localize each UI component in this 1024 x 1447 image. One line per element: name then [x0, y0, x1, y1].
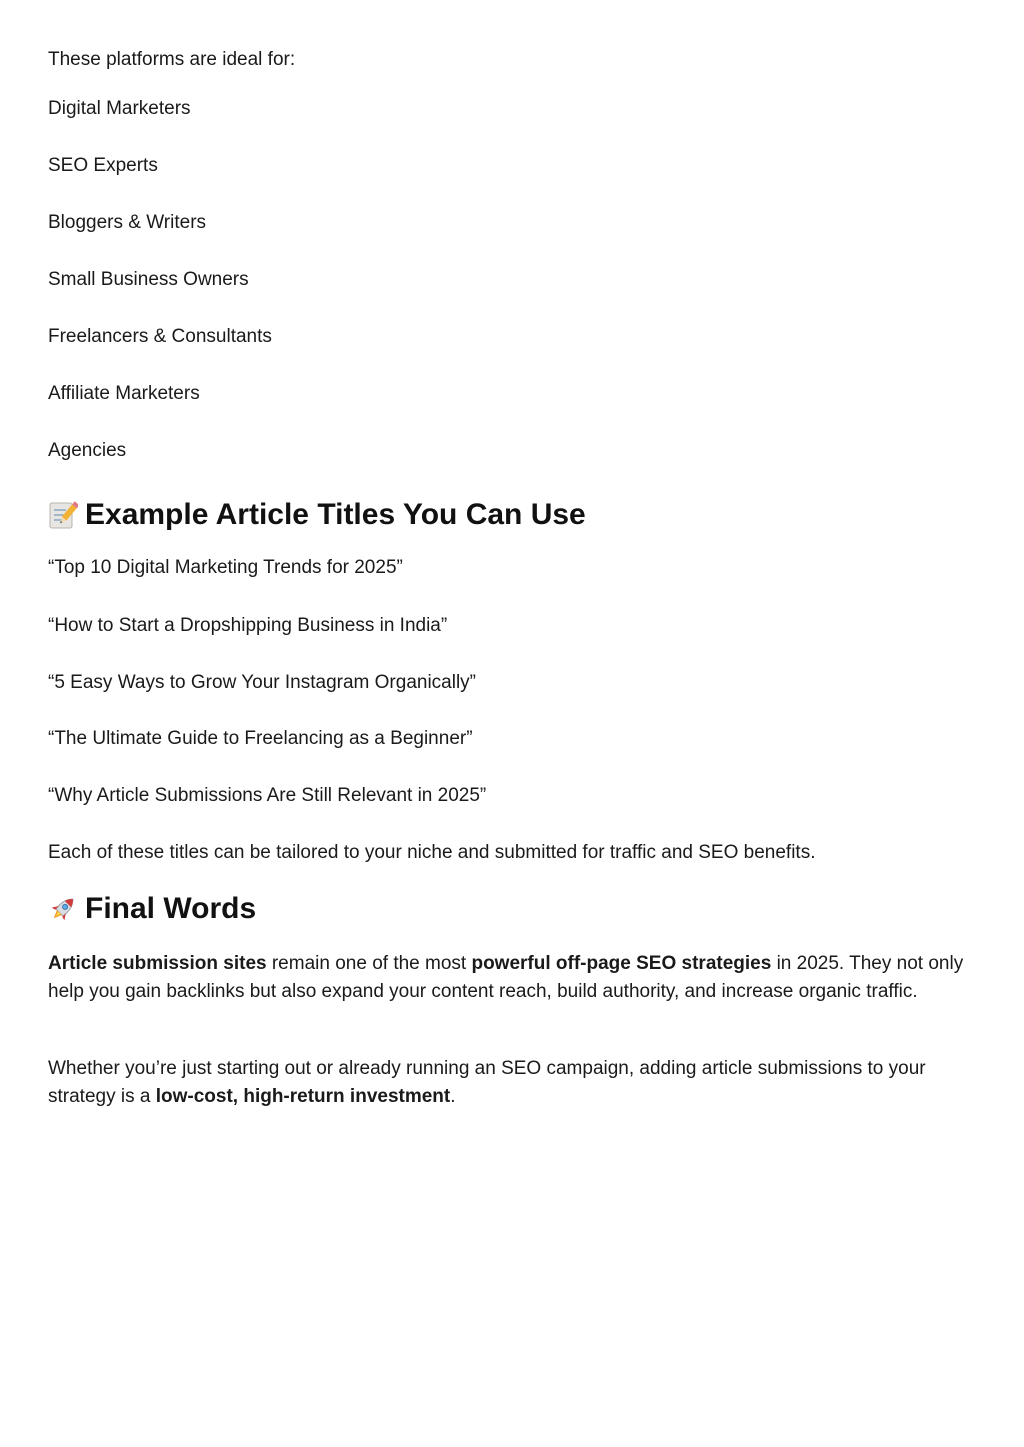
heading-text: Final Words [85, 892, 257, 925]
example-title: “5 Easy Ways to Grow Your Instagram Organically” [48, 672, 477, 693]
final-words-heading [48, 891, 256, 927]
list-item: Affiliate Marketers [48, 383, 200, 404]
list-item: Digital Marketers [48, 98, 191, 119]
bold-phrase: Article submission sites [48, 953, 267, 974]
final-paragraph-2 [48, 1055, 976, 1111]
example-title: “How to Start a Dropshipping Business in India” [48, 615, 448, 636]
list-item: Freelancers & Consultants [48, 326, 272, 347]
example-title: “Why Article Submissions Are Still Relevant in 2025” [48, 785, 487, 806]
final-paragraph-1 [48, 950, 976, 1006]
memo-icon [48, 500, 78, 530]
text-run: in 2025. They not only help you gain backlinks but also expand your content reach, build authority, and increase organic traffic. [48, 953, 964, 1002]
example-title: “Top 10 Digital Marketing Trends for 2025” [48, 557, 403, 578]
list-item: Small Business Owners [48, 269, 249, 290]
text-run: . [450, 1086, 456, 1107]
rocket-icon [48, 894, 78, 924]
text-run: remain one of the most [266, 953, 472, 974]
list-item: Bloggers & Writers [48, 212, 207, 233]
example-title: “The Ultimate Guide to Freelancing as a Beginner” [48, 728, 473, 749]
heading-text: Example Article Titles You Can Use [85, 498, 586, 531]
text-run: Whether you’re just starting out or already running an SEO campaign, adding article submissions to your strategy is a [48, 1058, 926, 1107]
list-item: SEO Experts [48, 155, 158, 176]
bold-phrase: powerful off-page SEO strategies [471, 953, 772, 974]
examples-note: Each of these titles can be tailored to your niche and submitted for traffic and SEO benefits. [48, 842, 816, 863]
bold-phrase: low-cost, high-return investment [155, 1086, 451, 1107]
example-titles-heading [48, 497, 586, 533]
intro-text: These platforms are ideal for: [48, 49, 296, 70]
list-item: Agencies [48, 440, 127, 461]
